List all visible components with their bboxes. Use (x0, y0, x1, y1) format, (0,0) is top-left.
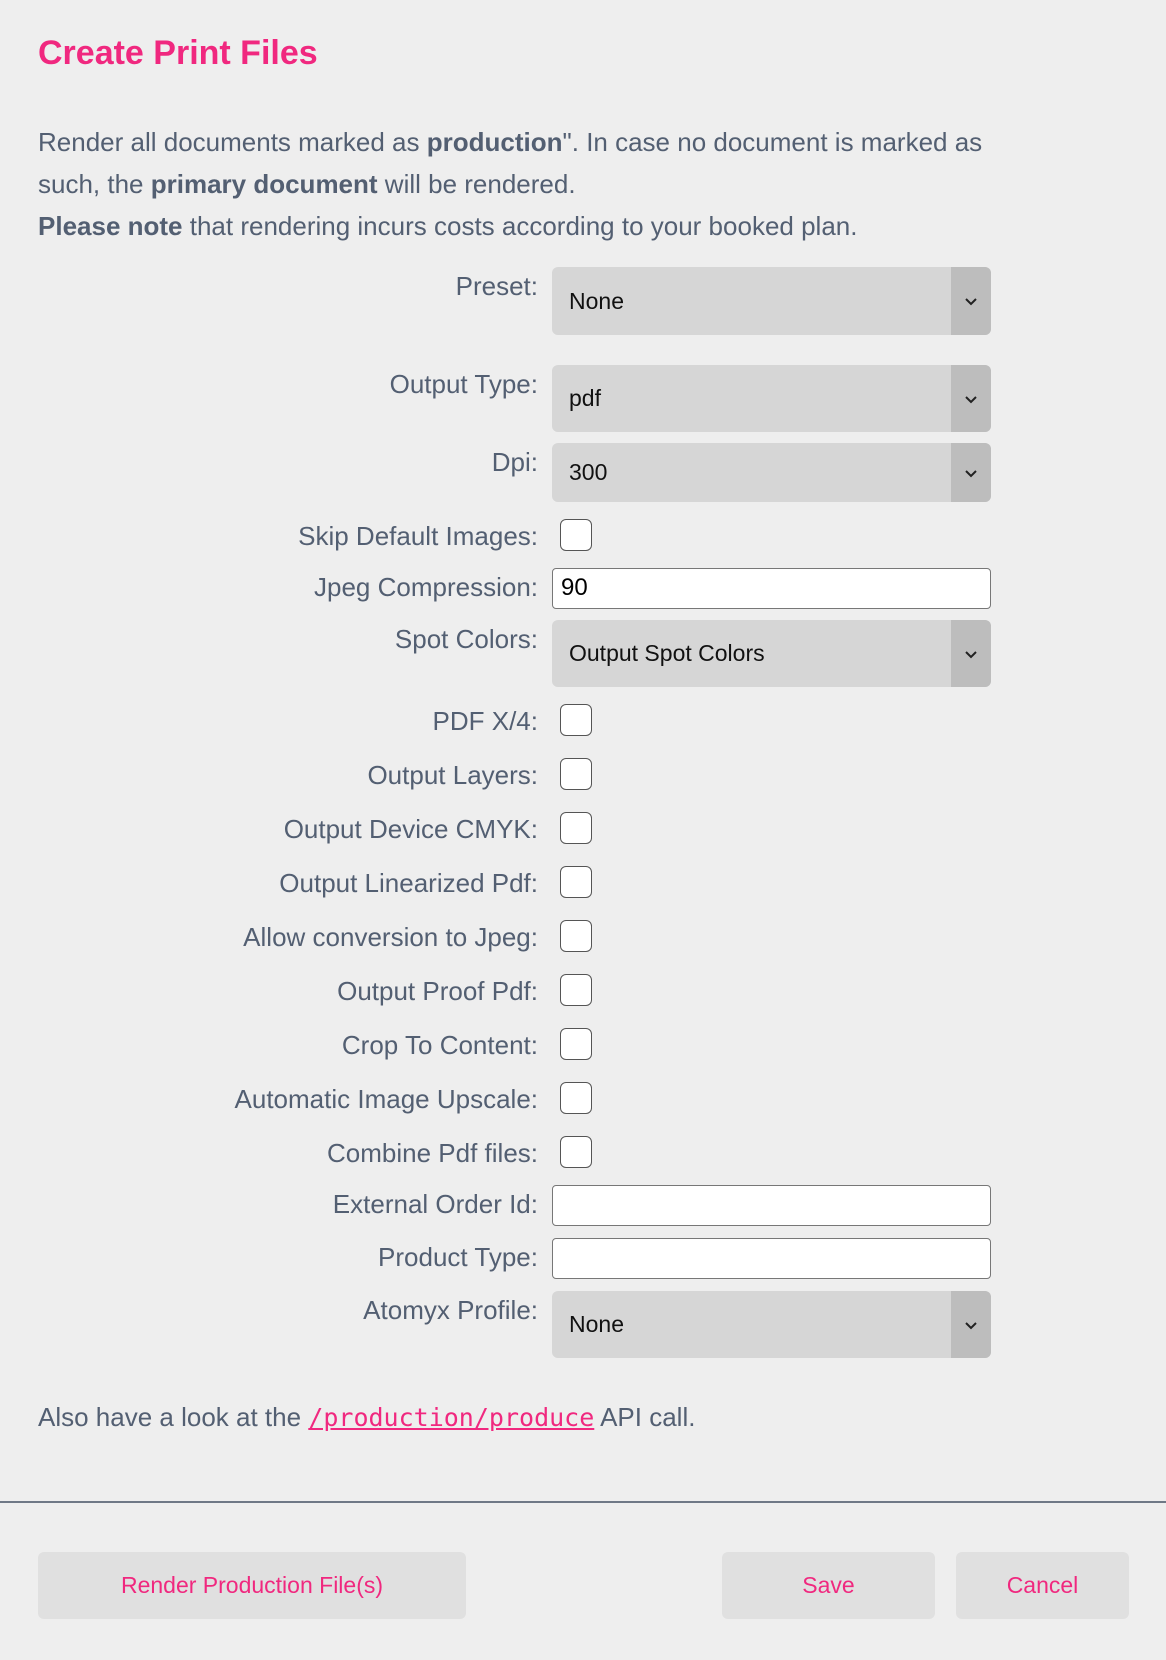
crop-to-content-label: Crop To Content: (341, 1030, 538, 1060)
output-linearized-pdf-label: Output Linearized Pdf: (279, 868, 538, 898)
output-type-label: Output Type: (389, 369, 538, 399)
output-proof-pdf-label: Output Proof Pdf: (337, 976, 538, 1006)
auto-upscale-checkbox[interactable] (560, 1082, 592, 1114)
jpeg-compression-label: Jpeg Compression: (314, 572, 538, 602)
api-hint: Also have a look at the /production/produce API call. (38, 1402, 696, 1432)
chevron-down-icon (951, 620, 991, 687)
auto-upscale-label: Automatic Image Upscale: (234, 1084, 538, 1114)
spot-colors-select[interactable] (552, 620, 991, 687)
chevron-down-icon (951, 267, 991, 335)
render-production-files-button[interactable]: Render Production File(s) (38, 1552, 466, 1619)
skip-default-images-checkbox[interactable] (560, 519, 592, 551)
output-type-value: pdf (569, 385, 601, 411)
external-order-id-input[interactable] (552, 1185, 991, 1226)
crop-to-content-checkbox[interactable] (560, 1028, 592, 1060)
pdf-x4-checkbox[interactable] (560, 704, 592, 736)
intro-text: Render all documents marked as production". In case no document is marked as such, the primary document will be rendered. Please note that rendering incurs costs according to your booked plan. (38, 127, 983, 241)
cancel-button[interactable]: Cancel (956, 1552, 1129, 1619)
allow-jpeg-label: Allow conversion to Jpeg: (243, 922, 538, 952)
output-device-cmyk-label: Output Device CMYK: (283, 814, 538, 844)
spot-colors-value: Output Spot Colors (569, 640, 765, 666)
atomyx-profile-select[interactable] (552, 1291, 991, 1358)
output-layers-label: Output Layers: (367, 760, 538, 790)
api-link[interactable]: /production/produce (308, 1403, 595, 1432)
preset-value: None (569, 287, 624, 314)
atomyx-profile-value: None (569, 1311, 624, 1337)
output-linearized-pdf-checkbox[interactable] (560, 866, 592, 898)
output-type-select[interactable] (552, 365, 991, 432)
dpi-value: 300 (569, 459, 608, 485)
product-type-input[interactable] (552, 1238, 991, 1279)
atomyx-profile-label: Atomyx Profile: (363, 1295, 538, 1325)
chevron-down-icon (951, 443, 991, 502)
dpi-select[interactable] (552, 443, 991, 502)
jpeg-compression-input[interactable]: 90 (552, 568, 991, 609)
output-device-cmyk-checkbox[interactable] (560, 812, 592, 844)
product-type-label: Product Type: (378, 1242, 538, 1272)
output-proof-pdf-checkbox[interactable] (560, 974, 592, 1006)
spot-colors-label: Spot Colors: (394, 624, 538, 654)
preset-select[interactable] (552, 267, 991, 335)
footer-divider (0, 1501, 1166, 1503)
chevron-down-icon (951, 365, 991, 432)
combine-pdf-label: Combine Pdf files: (327, 1138, 538, 1168)
page-title: Create Print Files (38, 34, 318, 72)
external-order-id-label: External Order Id: (332, 1189, 538, 1219)
output-layers-checkbox[interactable] (560, 758, 592, 790)
combine-pdf-checkbox[interactable] (560, 1136, 592, 1168)
allow-jpeg-checkbox[interactable] (560, 920, 592, 952)
save-button[interactable]: Save (722, 1552, 935, 1619)
preset-label: Preset: (455, 271, 538, 301)
dpi-label: Dpi: (491, 447, 538, 477)
skip-default-images-label: Skip Default Images: (298, 521, 538, 551)
pdf-x4-label: PDF X/4: (432, 706, 538, 736)
chevron-down-icon (951, 1291, 991, 1358)
